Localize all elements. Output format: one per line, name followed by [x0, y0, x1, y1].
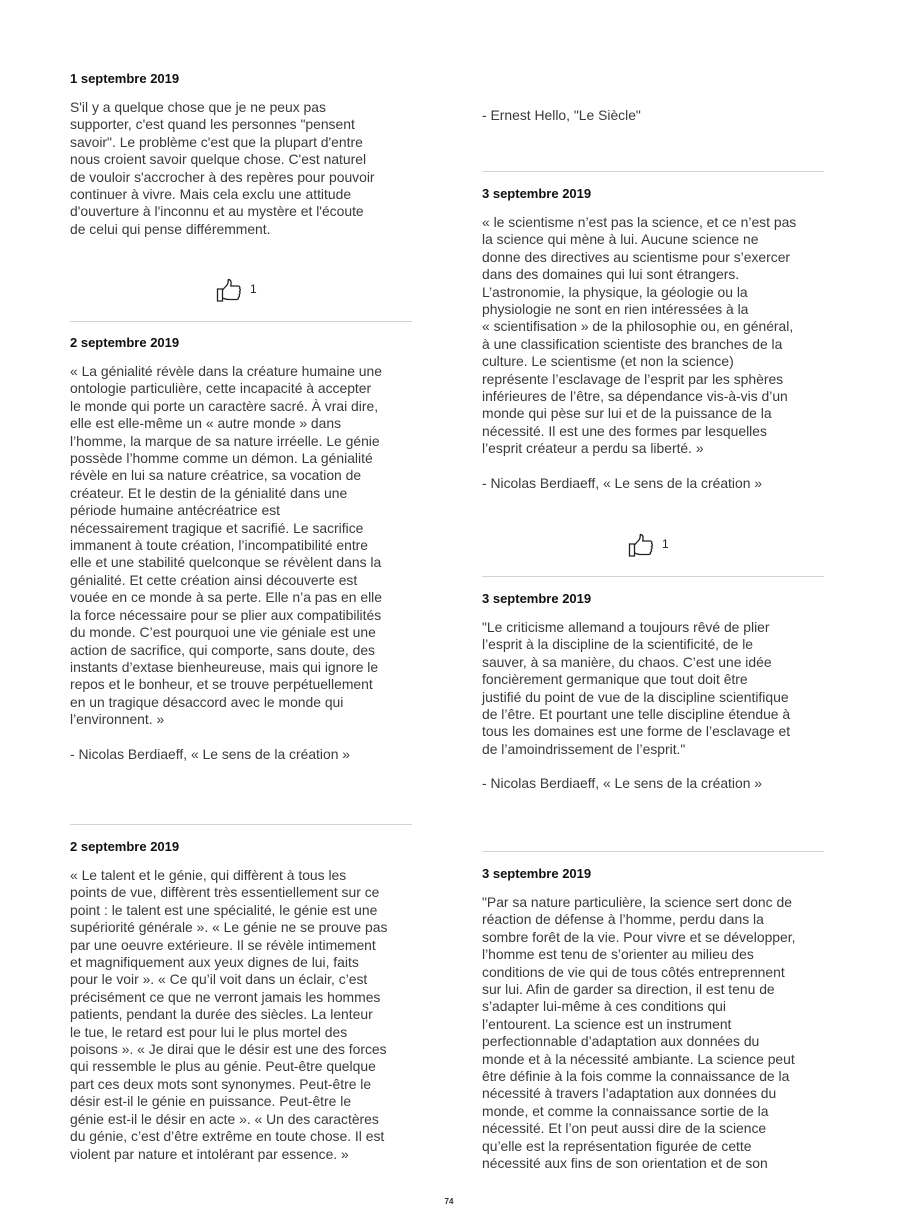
entry-date: 1 septembre 2019	[70, 71, 180, 86]
entry-2019-09-03-b	[482, 591, 824, 793]
entry-author: - Nicolas Berdiaeff, « Le sens de la création »	[482, 775, 763, 792]
continued-entry	[482, 107, 824, 124]
entry-2019-09-01	[70, 71, 412, 238]
entry-text: "Par sa nature particulière, la science sert donc de réaction de défense à l’homme, perdu dans la sombre forêt de la vie. Pour vivre et se développer, l’homme est tenu de s’orienter au milieu des conditions de vie qui de tous côtés entreprennent sur lui. Afin de garder sa direction, il est tenu de s’adapter lui-même à ces conditions qui l’entourent. La science est un instrument perfectionnable d’adaptation aux données du monde et à la nécessité ambiante. La science peut être définie à la fois comme la connaissance de la nécessité à travers l’adaptation aux données du monde, et comme la connaissance sortie de la nécessité. Et l’on peut aussi dire de la science qu’elle est la représentation figurée de cette nécessité aux fins de son orientation et de son	[482, 894, 796, 1172]
entry-author: - Nicolas Berdiaeff, « Le sens de la création »	[70, 745, 351, 762]
entry-text: « le scientisme n’est pas la science, et ce n’est pas la science qui mène à lui. Aucune science ne donne des directives au scientisme pour s’exercer dans des domaines qui lui sont étrangers. L’astronomie, la physique, la géologie ou la physiologie ne sont en rien intéressées à la « scientifisation » de la philosophie ou, en général, à une classification scientiste des branches de la culture. Le scientisme (et non la science) représente l’esclavage de l’esprit par les sphères inférieures de l’être, sa dépendance vis-à-vis d’un monde qui pèse sur lui et de la puissance de la nécessité. Il est une des formes par lesquelles l’esprit créateur a perdu sa liberté. »	[482, 214, 797, 457]
entry-2019-09-02-a	[70, 335, 412, 763]
entry-text: "Le criticisme allemand a toujours rêvé de plier l’esprit à la discipline de la scientificité, de le sauver, à sa manière, du chaos. C’est une idée foncièrement germanique que tout doit être justifié du point de vue de la discipline scientifique de l’être. Et pourtant une telle discipline étendue à tous les domaines est une forme de l’esclavage et de l’amoindrissement de l’esprit."	[482, 619, 791, 757]
entry-2019-09-02-b	[70, 839, 412, 1163]
entry-date: 3 septembre 2019	[482, 186, 592, 201]
divider	[482, 171, 824, 172]
divider	[70, 824, 412, 825]
entry-2019-09-03-a	[482, 186, 824, 492]
like-widget[interactable]	[482, 532, 824, 558]
entry-date: 3 septembre 2019	[482, 591, 592, 606]
entry-text: « Le talent et le génie, qui diffèrent à tous les points de vue, diffèrent très essentiellement sur ce point : le talent est une spécialité, le génie est une supériorité générale ». « Le génie ne se prouve pas par une oeuvre extérieure. Il se révèle intimement et magnifiquement aux yeux dignes de lui, faits pour le voir ». « Ce qu’il voit dans un éclair, c’est précisément ce que ne verront jamais les hommes patients, pendant la durée des siècles. La lenteur le tue, le retard est pour lui le plus mortel des poisons ». « Je dirai que le désir est une des forces qui ressemble le plus au génie. Peut-être quelque part ces deux mots sont synonymes. Peut-être le désir est-il le génie en puissance. Peut-être le génie est-il le désir en acte ». « Un des caractères du génie, c’est d’être extrême en toute chose. Il est violent par nature et intolérant par essence. »	[70, 867, 388, 1162]
divider	[482, 576, 824, 577]
like-count: 1	[250, 282, 257, 296]
entry-text: S'il y a quelque chose que je ne peux pas supporter, c'est quand les personnes "pensent savoir". Le problème c'est que la plupart d'entre nous croient savoir quelque chose. C'est naturel de vouloir s'accrocher à des repères pour pouvoir continuer à vivre. Mais cela exclu une attitude d'ouverture à l'inconnu et au mystère et l'écoute de celui qui pense différemment.	[70, 99, 375, 237]
divider	[70, 321, 412, 322]
entry-date: 2 septembre 2019	[70, 839, 180, 854]
thumbs-up-icon[interactable]	[628, 532, 654, 558]
entry-date: 3 septembre 2019	[482, 866, 592, 881]
page-number: 74	[444, 1197, 454, 1206]
entry-author: - Nicolas Berdiaeff, « Le sens de la création »	[482, 474, 763, 491]
like-widget[interactable]	[70, 277, 412, 303]
thumbs-up-icon[interactable]	[216, 277, 242, 303]
entry-text: « La génialité révèle dans la créature humaine une ontologie particulière, cette incapacité à accepter le monde qui porte un caractère sacré. À vrai dire, elle est elle-même un « autre monde » dans l’homme, la marque de sa nature irréelle. Le génie possède l’homme comme un démon. La génialité révèle en lui sa nature créatrice, sa vocation de créateur. Et le destin de la génialité dans une période humaine antécréatrice est nécessairement tragique et sacrifié. Le sacrifice immanent à toute création, l’incompatibilité entre elle et une stabilité quelconque se révèlent dans la génialité. Et cette création ainsi découverte est vouée en ce monde à sa perte. Elle n’a pas en elle la force nécessaire pour se plier aux compatibilités du monde. C’est pourquoi une vie géniale est une action de sacrifice, qui comporte, sans doute, des instants d’extase bienheureuse, mais qui ignore le repos et le bonheur, et se trouve perpétuellement en un tragique désaccord avec le monde qui l’environnent. »	[70, 363, 382, 728]
entry-date: 2 septembre 2019	[70, 335, 180, 350]
entry-author: - Ernest Hello, "Le Siècle"	[482, 107, 641, 123]
divider	[482, 851, 824, 852]
entry-2019-09-03-c	[482, 866, 824, 1173]
like-count: 1	[662, 537, 669, 551]
